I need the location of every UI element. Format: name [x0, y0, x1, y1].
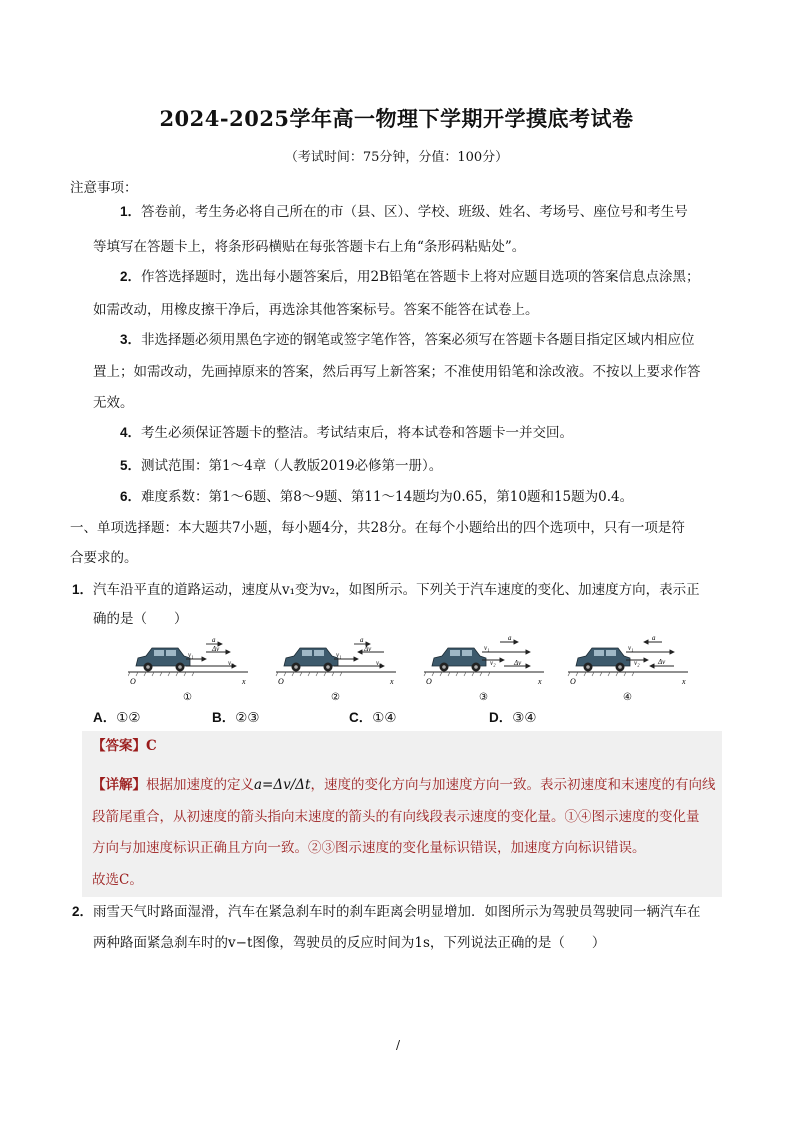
- svg-text:Δv: Δv: [364, 645, 372, 653]
- svg-text:O: O: [426, 677, 432, 686]
- notice-item-3-cont2: 无效。: [93, 395, 134, 411]
- detail-line-1: 【详解】根据加速度的定义a=Δv/Δt，速度的变化方向与加速度方向一致。表示初速度和末速度的有向线: [92, 777, 716, 793]
- notice-item-4: 4．考生必须保证答题卡的整洁。考试结束后，将本试卷和答题卡一并交回。: [120, 425, 574, 441]
- question-1: 1．汽车沿平直的道路运动，速度从v₁变为v₂，如图所示。下列关于汽车速度的变化、加速度方向，表示正: [72, 582, 700, 598]
- svg-text:v₁: v₁: [188, 651, 194, 659]
- svg-text:a: a: [212, 636, 216, 644]
- svg-text:Δv: Δv: [514, 659, 522, 667]
- page-footer: /: [396, 1038, 401, 1052]
- figure-label-2: ②: [331, 692, 340, 703]
- answer-tag: 【答案】C: [92, 738, 157, 754]
- figure-panel-2: [276, 636, 396, 703]
- svg-text:O: O: [278, 677, 284, 686]
- notice-item-2-cont: 如需改动，用橡皮擦干净后，再选涂其他答案标号。答案不能答在试卷上。: [93, 302, 539, 318]
- notice-item-3-cont: 置上；如需改动，先画掉原来的答案，然后再写上新答案；不准使用铅笔和涂改液。不按以上要求作答: [93, 364, 701, 380]
- option-d[interactable]: D．③④: [489, 710, 537, 726]
- svg-text:O: O: [130, 677, 136, 686]
- question-1-figure: [128, 632, 688, 706]
- svg-text:v₁: v₁: [628, 644, 634, 652]
- detail-line-3: 方向与加速度标识正确且方向一致。②③图示速度的变化量标识错误，加速度方向标识错误。: [92, 840, 646, 856]
- option-a[interactable]: A．①②: [93, 710, 141, 726]
- svg-text:v₂: v₂: [376, 659, 382, 667]
- figure-panel-4: [568, 634, 688, 703]
- svg-text:a: a: [652, 634, 656, 642]
- question-2-cont: 两种路面紧急刹车时的v−t图像，驾驶员的反应时间为1s，下列说法正确的是（ ）: [93, 935, 606, 951]
- svg-text:v₂: v₂: [228, 659, 234, 667]
- svg-text:x: x: [682, 677, 686, 686]
- notice-heading: 注意事项：: [70, 180, 138, 196]
- svg-text:a: a: [508, 634, 512, 642]
- notice-item-1: 1．答卷前，考生务必将自己所在的市（县、区）、学校、班级、姓名、考场号、座位号和考生号: [120, 204, 688, 220]
- option-b[interactable]: B．②③: [212, 710, 260, 726]
- svg-text:Δv: Δv: [212, 645, 220, 653]
- page-title: 2024-2025学年高一物理下学期开学摸底考试卷: [159, 106, 634, 131]
- svg-text:x: x: [390, 677, 394, 686]
- acceleration-formula: a=Δv/Δt: [254, 777, 311, 793]
- question-1-cont: 确的是（ ）: [93, 611, 188, 627]
- exam-info: （考试时间：75分钟，分值：100分）: [284, 150, 509, 165]
- svg-text:O: O: [570, 677, 576, 686]
- svg-text:x: x: [242, 677, 246, 686]
- question-2: 2．雨雪天气时路面湿滑，汽车在紧急刹车时的刹车距离会明显增加．如图所示为驾驶员驾驶同一辆汽车在: [72, 904, 701, 920]
- detail-line-2: 段箭尾重合，从初速度的箭头指向末速度的箭头的有向线段表示速度的变化量。①④图示速度的变化量: [92, 809, 700, 825]
- svg-text:v₂: v₂: [490, 659, 496, 667]
- figure-label-3: ③: [479, 692, 488, 703]
- notice-item-5: 5．测试范围：第1～4章（人教版2019必修第一册）。: [120, 458, 443, 474]
- figure-panel-3: [424, 634, 544, 703]
- svg-text:v₂: v₂: [634, 659, 640, 667]
- notice-item-2: 2．作答选择题时，选出每小题答案后，用2B铅笔在答题卡上将对应题目选项的答案信息点涂黑；: [120, 269, 700, 285]
- notice-item-1-cont: 等填写在答题卡上，将条形码横贴在每张答题卡右上角“条形码粘贴处”。: [93, 239, 526, 255]
- figure-label-1: ①: [183, 692, 192, 703]
- section-heading-cont: 合要求的。: [70, 550, 138, 566]
- svg-text:v₁: v₁: [484, 644, 490, 652]
- conclusion: 故选C。: [92, 872, 143, 888]
- figure-panel-1: [128, 636, 248, 703]
- section-heading: 一、单项选择题：本大题共7小题，每小题4分，共28分。在每个小题给出的四个选项中，只有一项是符: [70, 520, 685, 536]
- notice-item-3: 3．非选择题必须用黑色字迹的钢笔或签字笔作答，答案必须写在答题卡各题目指定区域内相应位: [120, 332, 695, 348]
- svg-text:a: a: [360, 636, 364, 644]
- notice-item-6: 6．难度系数：第1～6题、第8～9题、第11～14题均为0.65，第10题和15题为0.4。: [120, 489, 634, 505]
- svg-text:v₁: v₁: [336, 651, 342, 659]
- figure-label-4: ④: [623, 692, 632, 703]
- svg-text:Δv: Δv: [658, 658, 666, 666]
- option-c[interactable]: C．①④: [349, 710, 397, 726]
- svg-text:x: x: [538, 677, 542, 686]
